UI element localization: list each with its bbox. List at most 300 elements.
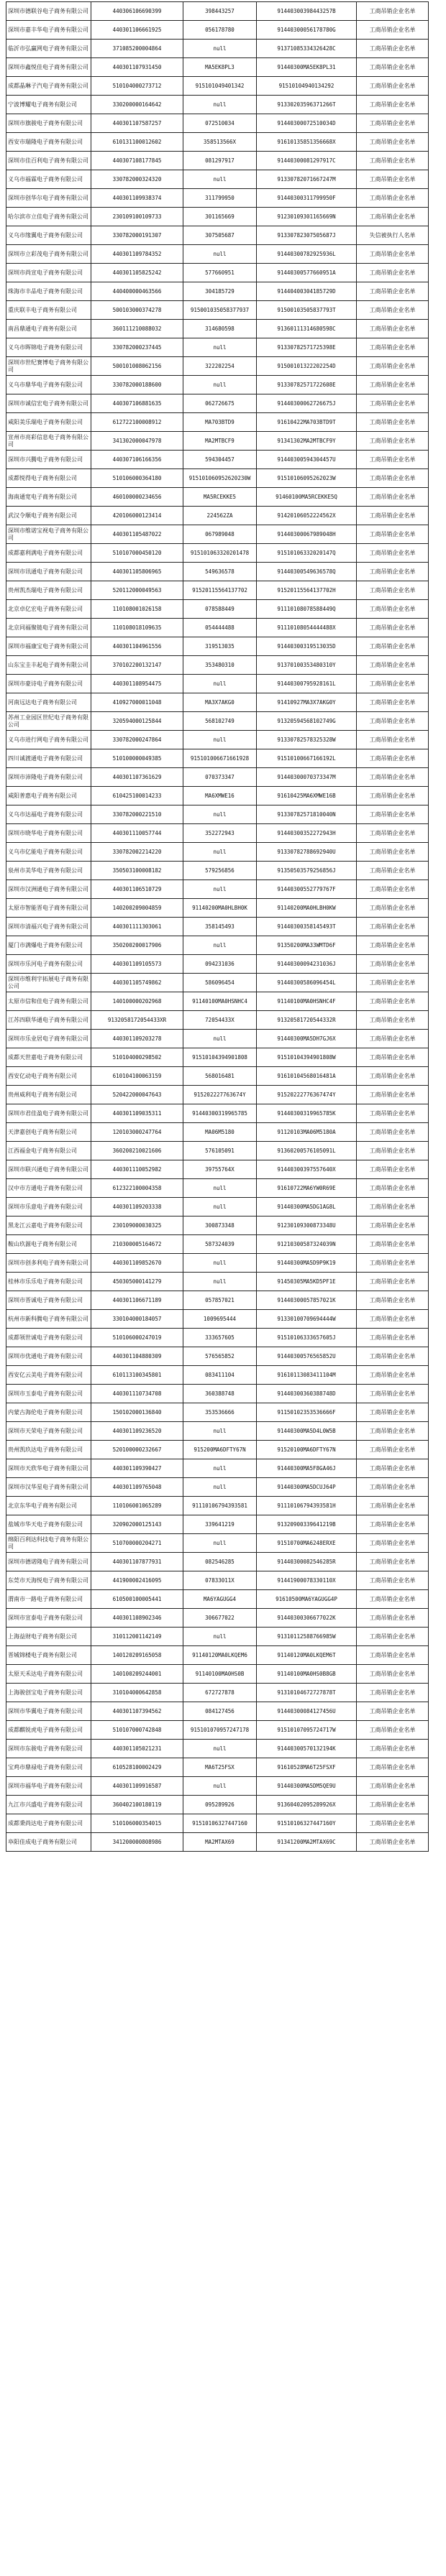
registration-number-cell: 440301109203278 [91, 1030, 183, 1048]
organization-code-cell: 576565852 [183, 1347, 257, 1366]
organization-code-cell: null [183, 1254, 257, 1273]
organization-code-cell: null [183, 936, 257, 955]
list-category-cell: 工商吊销企业名单 [357, 880, 429, 899]
credit-code-cell: 91350503579256856J [257, 862, 357, 880]
credit-code-cell: 91440300549636578Q [257, 563, 357, 581]
company-name-cell: 成都秉尚达电子商务有限公司 [6, 1814, 91, 1833]
registration-number-cell: 330782000188600 [91, 376, 183, 394]
credit-code-cell: 91440300MA5D9P9K19 [257, 1254, 357, 1273]
registration-number-cell: 440307106881635 [91, 394, 183, 413]
registration-number-cell: 310104000642858 [91, 1684, 183, 1702]
company-name-cell: 深圳市豪诗电子商务有限公司 [6, 675, 91, 693]
list-category-cell: 工商吊销企业名单 [357, 40, 429, 58]
table-row [6, 1646, 429, 1665]
credit-code-cell: 91320594568102749G [257, 712, 357, 731]
credit-code-cell: 91510106332020147Q [257, 544, 357, 563]
list-category-cell: 工商吊销企业名单 [357, 712, 429, 731]
table-row [6, 96, 429, 114]
table-row [6, 1758, 429, 1777]
organization-code-cell: 067989048 [183, 525, 257, 544]
table-row [6, 1329, 429, 1347]
list-category-cell: 工商吊销企业名单 [357, 619, 429, 637]
table-row [6, 413, 429, 432]
list-category-cell: 工商吊销企业名单 [357, 1067, 429, 1086]
company-name-cell: 深圳市创多利电子商务有限公司 [6, 1254, 91, 1273]
table-row [6, 451, 429, 469]
organization-code-cell: 081297917 [183, 152, 257, 170]
list-category-cell: 工商吊销企业名单 [357, 1011, 429, 1030]
list-category-cell: 工商吊销企业名单 [357, 992, 429, 1011]
company-name-cell: 江西福金电子商务有限公司 [6, 1142, 91, 1160]
credit-code-cell: 91140120MA0LKQEM6T [257, 1646, 357, 1665]
registration-number-cell: 440301105825242 [91, 264, 183, 282]
company-name-cell: 深圳市兴腾电子商务有限公司 [6, 451, 91, 469]
company-name-cell: 苏州工业园区世纪电子商务有限公司 [6, 712, 91, 731]
list-category-cell: 工商吊销企业名单 [357, 1814, 429, 1833]
registration-number-cell: 440301109035311 [91, 1104, 183, 1123]
organization-code-cell: MA5RCEKKE5 [183, 488, 257, 507]
organization-code-cell: 91140200MA0HLBH0K [183, 899, 257, 918]
table-row [6, 1160, 429, 1179]
registration-number-cell: 440301109236520 [91, 1422, 183, 1441]
credit-code-cell: 91420106052224562X [257, 507, 357, 525]
company-name-cell: 深圳市创华尔电子商务有限公司 [6, 189, 91, 208]
organization-code-cell: null [183, 1273, 257, 1291]
company-name-cell: 四川诚渡通电子商务有限公司 [6, 749, 91, 768]
credit-code-cell: 91440300067989048H [257, 525, 357, 544]
organization-code-cell: 91140100MA0HSNHC4 [183, 992, 257, 1011]
organization-code-cell: 91140120MA0LKQEM6 [183, 1646, 257, 1665]
registration-number-cell: 520422000047643 [91, 1086, 183, 1104]
credit-code-cell: 91440300398443257B [257, 2, 357, 21]
organization-code-cell: null [183, 1198, 257, 1217]
table-row [6, 1235, 429, 1254]
list-category-cell: 工商吊销企业名单 [357, 824, 429, 843]
registration-number-cell: 441900002416095 [91, 1571, 183, 1590]
company-name-cell: 成都嘉利满电子商务有限公司 [6, 544, 91, 563]
registration-number-cell: 140120209165058 [91, 1646, 183, 1665]
registration-number-cell: 440306106690399 [91, 2, 183, 21]
table-row [6, 469, 429, 488]
credit-code-cell: 91330782071667247M [257, 170, 357, 189]
registration-number-cell: 440301109390427 [91, 1459, 183, 1478]
table-row [6, 1310, 429, 1329]
organization-code-cell: 91510106327447160 [183, 1814, 257, 1833]
credit-code-cell: 91510106333657605J [257, 1329, 357, 1347]
company-name-cell: 深圳市立彩茂电子商务有限公司 [6, 245, 91, 264]
list-category-cell: 工商吊销企业名单 [357, 1179, 429, 1198]
organization-code-cell: 307505687 [183, 226, 257, 245]
list-category-cell: 工商吊销企业名单 [357, 1646, 429, 1665]
company-name-cell: 深圳市鑫悦佳电子商务有限公司 [6, 58, 91, 77]
table-row [6, 1571, 429, 1590]
table-row [6, 58, 429, 77]
credit-code-cell: 91140200MA0HLBH0KW [257, 899, 357, 918]
registration-number-cell: 520112000049563 [91, 581, 183, 600]
registration-number-cell: 330782000191307 [91, 226, 183, 245]
credit-code-cell: 91310104672727878T [257, 1684, 357, 1702]
table-row [6, 637, 429, 656]
table-row [6, 1254, 429, 1273]
list-category-cell: 工商吊销企业名单 [357, 1796, 429, 1814]
company-name-cell: 黑龙江云嘉电子商务有限公司 [6, 1217, 91, 1235]
registration-number-cell: 510104000273712 [91, 77, 183, 96]
credit-code-cell: 91440400304185729D [257, 282, 357, 301]
list-category-cell: 工商吊销企业名单 [357, 338, 429, 357]
registration-number-cell: 370102200132147 [91, 656, 183, 675]
organization-code-cell: MA06M5180 [183, 1123, 257, 1142]
organization-code-cell: 084127456 [183, 1702, 257, 1721]
organization-code-cell: 314680598 [183, 320, 257, 338]
organization-code-cell: 353480310 [183, 656, 257, 675]
credit-code-cell: 91330782571810040N [257, 805, 357, 824]
registration-number-cell: 510107000450120 [91, 544, 183, 563]
list-category-cell: 工商吊销企业名单 [357, 170, 429, 189]
registration-number-cell: 440301109203338 [91, 1198, 183, 1217]
registration-number-cell: 450305000141279 [91, 1273, 183, 1291]
organization-code-cell: 078588449 [183, 600, 257, 619]
credit-code-cell: 91520115564137702H [257, 581, 357, 600]
credit-code-cell: 91330782788692940U [257, 843, 357, 862]
credit-code-cell: 91610113083411104M [257, 1366, 357, 1385]
table-row [6, 581, 429, 600]
registration-number-cell: 440301107587257 [91, 114, 183, 133]
registration-number-cell: 360200210021606 [91, 1142, 183, 1160]
organization-code-cell: 72054433X [183, 1011, 257, 1030]
registration-number-cell: 110108001026158 [91, 600, 183, 619]
table-row [6, 320, 429, 338]
list-category-cell: 工商吊销企业名单 [357, 96, 429, 114]
list-category-cell: 工商吊销企业名单 [357, 1347, 429, 1366]
company-name-cell: 贵州威利电子商务有限公司 [6, 1086, 91, 1104]
organization-code-cell: null [183, 805, 257, 824]
list-category-cell: 工商吊销企业名单 [357, 862, 429, 880]
registration-number-cell: 440301109765048 [91, 1478, 183, 1497]
credit-code-cell: 91440300081297917C [257, 152, 357, 170]
registration-number-cell: 510106000247019 [91, 1329, 183, 1347]
registration-number-cell: 330104000184057 [91, 1310, 183, 1329]
credit-code-cell: 91440300352272943H [257, 824, 357, 843]
organization-code-cell: MA2MTBCF9 [183, 432, 257, 451]
company-name-cell: 义乌市福霖电子商务有限公司 [6, 170, 91, 189]
list-category-cell: 工商吊销企业名单 [357, 1048, 429, 1067]
company-name-cell: 晋城锦楼电子商务有限公司 [6, 1646, 91, 1665]
registration-number-cell: 440400000463566 [91, 282, 183, 301]
table-row [6, 282, 429, 301]
credit-code-cell: 91510104940134292 [257, 77, 357, 96]
credit-code-cell: 91440300360388748D [257, 1385, 357, 1403]
company-name-cell: 义乌市达福电子商务有限公司 [6, 805, 91, 824]
credit-code-cell: 91440300062726675J [257, 394, 357, 413]
list-category-cell: 工商吊销企业名单 [357, 637, 429, 656]
list-category-cell: 工商吊销企业名单 [357, 1217, 429, 1235]
registration-number-cell: 440301107931450 [91, 58, 183, 77]
company-name-cell: 深圳市德联谷电子商务有限公司 [6, 2, 91, 21]
list-category-cell: 工商吊销企业名单 [357, 301, 429, 320]
company-name-cell: 深圳市维诺宝视电子商务有限公司 [6, 525, 91, 544]
list-category-cell: 工商吊销企业名单 [357, 1571, 429, 1590]
list-category-cell: 工商吊销企业名单 [357, 1198, 429, 1217]
company-name-cell: 咸阳美乐瑞电子商务有限公司 [6, 413, 91, 432]
table-row [6, 1291, 429, 1310]
organization-code-cell: 915101049401342 [183, 77, 257, 96]
list-category-cell: 工商吊销企业名单 [357, 1515, 429, 1534]
registration-number-cell: 420106000123414 [91, 507, 183, 525]
registration-number-cell: 440301108902346 [91, 1609, 183, 1628]
registration-number-cell: 520100000232667 [91, 1441, 183, 1459]
organization-code-cell: null [183, 843, 257, 862]
list-category-cell: 工商吊销企业名单 [357, 1628, 429, 1646]
organization-code-cell: 915200MA6DFTY67N [183, 1441, 257, 1459]
credit-code-cell: 91440300397557640X [257, 1160, 357, 1179]
list-category-cell: 工商吊销企业名单 [357, 693, 429, 712]
table-row [6, 1478, 429, 1497]
organization-code-cell: 358145493 [183, 918, 257, 936]
organization-code-cell: 549636578 [183, 563, 257, 581]
registration-number-cell: 120103000247764 [91, 1123, 183, 1142]
organization-code-cell: null [183, 1422, 257, 1441]
document-page [0, 1, 446, 2576]
company-name-cell: 深圳市佳百利电子商务有限公司 [6, 152, 91, 170]
company-name-cell: 深圳市维利宇拓展电子商务有限公司 [6, 974, 91, 992]
registration-number-cell: 330782000324320 [91, 170, 183, 189]
registration-number-cell: 440301110057744 [91, 824, 183, 843]
credit-code-cell: 91610722MA6YW0R69E [257, 1179, 357, 1198]
table-row [6, 862, 429, 880]
table-row [6, 1459, 429, 1478]
company-name-cell: 上海骏创宝电子商务有限公司 [6, 1684, 91, 1702]
list-category-cell: 工商吊销企业名单 [357, 525, 429, 544]
registration-number-cell: 440301106671189 [91, 1291, 183, 1310]
organization-code-cell: 072510034 [183, 114, 257, 133]
credit-code-cell: 91110108054444488X [257, 619, 357, 637]
organization-code-cell: null [183, 1179, 257, 1198]
company-name-cell: 义乌市缘翼电子商务有限公司 [6, 226, 91, 245]
registration-number-cell: 440301105806965 [91, 563, 183, 581]
registration-number-cell: 510106000364180 [91, 469, 183, 488]
organization-code-cell: 915101063320201478 [183, 544, 257, 563]
credit-code-cell: 91310112588766985W [257, 1628, 357, 1646]
registration-number-cell: 330782000247864 [91, 731, 183, 749]
organization-code-cell: 586096454 [183, 974, 257, 992]
table-row [6, 1104, 429, 1123]
credit-code-cell: 91510107095724717W [257, 1721, 357, 1740]
company-name-cell: 江苏四联华通电子商务有限公司 [6, 1011, 91, 1030]
organization-code-cell: 057857021 [183, 1291, 257, 1310]
company-name-cell: 珠海市丰品电子商务有限公司 [6, 282, 91, 301]
registration-number-cell: 320902000125143 [91, 1515, 183, 1534]
organization-code-cell: 311799950 [183, 189, 257, 208]
credit-code-cell: 91330203596371266T [257, 96, 357, 114]
table-row [6, 656, 429, 675]
registration-number-cell: 610425100014233 [91, 787, 183, 805]
organization-code-cell: 319513035 [183, 637, 257, 656]
table-row [6, 264, 429, 282]
organization-code-cell: 91140100MA0HS0B [183, 1665, 257, 1684]
registration-number-cell: 440301108954475 [91, 675, 183, 693]
credit-code-cell: 91150102353536666F [257, 1403, 357, 1422]
organization-code-cell: 062726675 [183, 394, 257, 413]
registration-number-cell: 440301111303061 [91, 918, 183, 936]
registration-number-cell: 510100000049385 [91, 749, 183, 768]
organization-code-cell: 358513566X [183, 133, 257, 152]
list-category-cell: 工商吊销企业名单 [357, 1553, 429, 1571]
company-name-cell: 深圳市乐业居电子商务有限公司 [6, 1030, 91, 1048]
registration-number-cell: 440301106661925 [91, 21, 183, 40]
list-category-cell: 工商吊销企业名单 [357, 245, 429, 264]
company-name-cell: 深圳市汉洲通电子商务有限公司 [6, 880, 91, 899]
registration-number-cell: 350200200017906 [91, 936, 183, 955]
list-category-cell: 工商吊销企业名单 [357, 77, 429, 96]
organization-code-cell: 579256856 [183, 862, 257, 880]
company-name-cell: 深圳市天欣华电子商务有限公司 [6, 1459, 91, 1478]
company-name-cell: 义乌市鼎华电子商务有限公司 [6, 376, 91, 394]
table-row [6, 1011, 429, 1030]
organization-code-cell: 070373347 [183, 768, 257, 787]
list-category-cell: 工商吊销企业名单 [357, 469, 429, 488]
company-name-cell: 天津嘉创电子商务有限公司 [6, 1123, 91, 1142]
list-category-cell: 工商吊销企业名单 [357, 1702, 429, 1721]
list-category-cell: 工商吊销企业名单 [357, 394, 429, 413]
company-name-cell: 成都麒锐虎电子商务有限公司 [6, 1721, 91, 1740]
list-category-cell: 工商吊销企业名单 [357, 1609, 429, 1628]
credit-code-cell: 91410927MA3X7AKG0Y [257, 693, 357, 712]
company-name-cell: 绵阳百利达科技电子商务有限公司 [6, 1534, 91, 1553]
credit-code-cell: 91610135851356668X [257, 133, 357, 152]
company-name-cell: 太原市智能晋电子商务有限公司 [6, 899, 91, 918]
list-category-cell: 工商吊销企业名单 [357, 357, 429, 376]
list-category-cell: 工商吊销企业名单 [357, 1665, 429, 1684]
table-row [6, 1347, 429, 1366]
registration-number-cell: 230109000030325 [91, 1217, 183, 1235]
credit-code-cell: 91360111314680598C [257, 320, 357, 338]
company-name-cell: 杭州市新科腾电子商务有限公司 [6, 1310, 91, 1329]
enterprise-list-table [6, 1, 429, 1852]
organization-code-cell: 353536666 [183, 1403, 257, 1422]
registration-number-cell: 350503100008182 [91, 862, 183, 880]
company-name-cell: 咸阳普惠电子商务有限公司 [6, 787, 91, 805]
company-name-cell: 深圳市君佳盈电子商务有限公司 [6, 1104, 91, 1123]
list-category-cell: 工商吊销企业名单 [357, 282, 429, 301]
credit-code-cell: 91460100MA5RCEKKE5Q [257, 488, 357, 507]
table-row [6, 488, 429, 507]
registration-number-cell: 341302000047978 [91, 432, 183, 451]
credit-code-cell: 91320581720544332R [257, 1011, 357, 1030]
table-row [6, 749, 429, 768]
table-row [6, 1179, 429, 1198]
company-name-cell: 太原天禾达电子商务有限公司 [6, 1665, 91, 1684]
company-name-cell: 义乌市晖锦电子商务有限公司 [6, 338, 91, 357]
organization-code-cell: null [183, 675, 257, 693]
credit-code-cell: 91610104568016481A [257, 1067, 357, 1086]
table-row [6, 1833, 429, 1852]
credit-code-cell: 91450305MA5KD5PF1E [257, 1273, 357, 1291]
list-category-cell: 失信被执行人名单 [357, 226, 429, 245]
table-row [6, 301, 429, 320]
list-category-cell: 工商吊销企业名单 [357, 114, 429, 133]
list-category-cell: 工商吊销企业名单 [357, 376, 429, 394]
table-row [6, 114, 429, 133]
company-name-cell: 深圳市诚信宏电子商务有限公司 [6, 394, 91, 413]
table-row [6, 805, 429, 824]
credit-code-cell: 91440300084127456U [257, 1702, 357, 1721]
list-category-cell: 工商吊销企业名单 [357, 1142, 429, 1160]
organization-code-cell: 301165669 [183, 208, 257, 226]
table-row [6, 133, 429, 152]
table-row [6, 189, 429, 208]
list-category-cell: 工商吊销企业名单 [357, 58, 429, 77]
table-row [6, 544, 429, 563]
organization-code-cell: null [183, 1628, 257, 1646]
table-row [6, 1628, 429, 1646]
registration-number-cell: 440307108177845 [91, 152, 183, 170]
table-row [6, 2, 429, 21]
organization-code-cell: 07833011X [183, 1571, 257, 1590]
list-category-cell: 工商吊销企业名单 [357, 1721, 429, 1740]
table-row [6, 1665, 429, 1684]
list-category-cell: 工商吊销企业名单 [357, 563, 429, 581]
registration-number-cell: 610500100005441 [91, 1590, 183, 1609]
credit-code-cell: 91440300MA5DH7GJ6X [257, 1030, 357, 1048]
table-row [6, 1217, 429, 1235]
table-row [6, 357, 429, 376]
company-name-cell: 深圳市乐意电子商务有限公司 [6, 1198, 91, 1217]
credit-code-cell: 91520100MA6DFTY67N [257, 1441, 357, 1459]
table-body [6, 2, 429, 1852]
registration-number-cell: 330782000221510 [91, 805, 183, 824]
list-category-cell: 工商吊销企业名单 [357, 451, 429, 469]
credit-code-cell: 91440300576565852U [257, 1347, 357, 1366]
credit-code-cell: 91350200MA33WMTD6F [257, 936, 357, 955]
registration-number-cell: 440301105021231 [91, 1740, 183, 1758]
list-category-cell: 工商吊销企业名单 [357, 1086, 429, 1104]
table-row [6, 918, 429, 936]
credit-code-cell: 91330100709694444W [257, 1310, 357, 1329]
organization-code-cell: 91110106794393581 [183, 1497, 257, 1515]
credit-code-cell: 91330782307505687J [257, 226, 357, 245]
organization-code-cell: null [183, 245, 257, 264]
list-category-cell: 工商吊销企业名单 [357, 768, 429, 787]
company-name-cell: 深圳市嘉丰华电子商务有限公司 [6, 21, 91, 40]
company-name-cell: 九江市兴盛电子商务有限公司 [6, 1796, 91, 1814]
organization-code-cell: 576105091 [183, 1142, 257, 1160]
organization-code-cell: MA703BTD9 [183, 413, 257, 432]
credit-code-cell: 91500101322202254D [257, 357, 357, 376]
list-category-cell: 工商吊销企业名单 [357, 1291, 429, 1310]
company-name-cell: 深圳市沛隆电子商务有限公司 [6, 768, 91, 787]
registration-number-cell: 440301109105573 [91, 955, 183, 974]
table-row [6, 712, 429, 731]
company-name-cell: 重庆联丰电子商务有限公司 [6, 301, 91, 320]
registration-number-cell: 410927000011048 [91, 693, 183, 712]
credit-code-cell: 91140100MA0HS0B8GB [257, 1665, 357, 1684]
registration-number-cell: 440301109938374 [91, 189, 183, 208]
table-row [6, 1814, 429, 1833]
list-category-cell: 工商吊销企业名单 [357, 581, 429, 600]
credit-code-cell: 91440300319513035D [257, 637, 357, 656]
table-row [6, 1777, 429, 1796]
company-name-cell: 汉中市方通电子商务有限公司 [6, 1179, 91, 1198]
organization-code-cell: 915101060952620230W [183, 469, 257, 488]
company-name-cell: 海南通宽电子商务有限公司 [6, 488, 91, 507]
table-row [6, 245, 429, 264]
registration-number-cell: 110108018109635 [91, 619, 183, 637]
list-category-cell: 工商吊销企业名单 [357, 1310, 429, 1329]
list-category-cell: 工商吊销企业名单 [357, 320, 429, 338]
organization-code-cell: 91510104394901808 [183, 1048, 257, 1067]
table-row [6, 974, 429, 992]
list-category-cell: 工商吊销企业名单 [357, 2, 429, 21]
